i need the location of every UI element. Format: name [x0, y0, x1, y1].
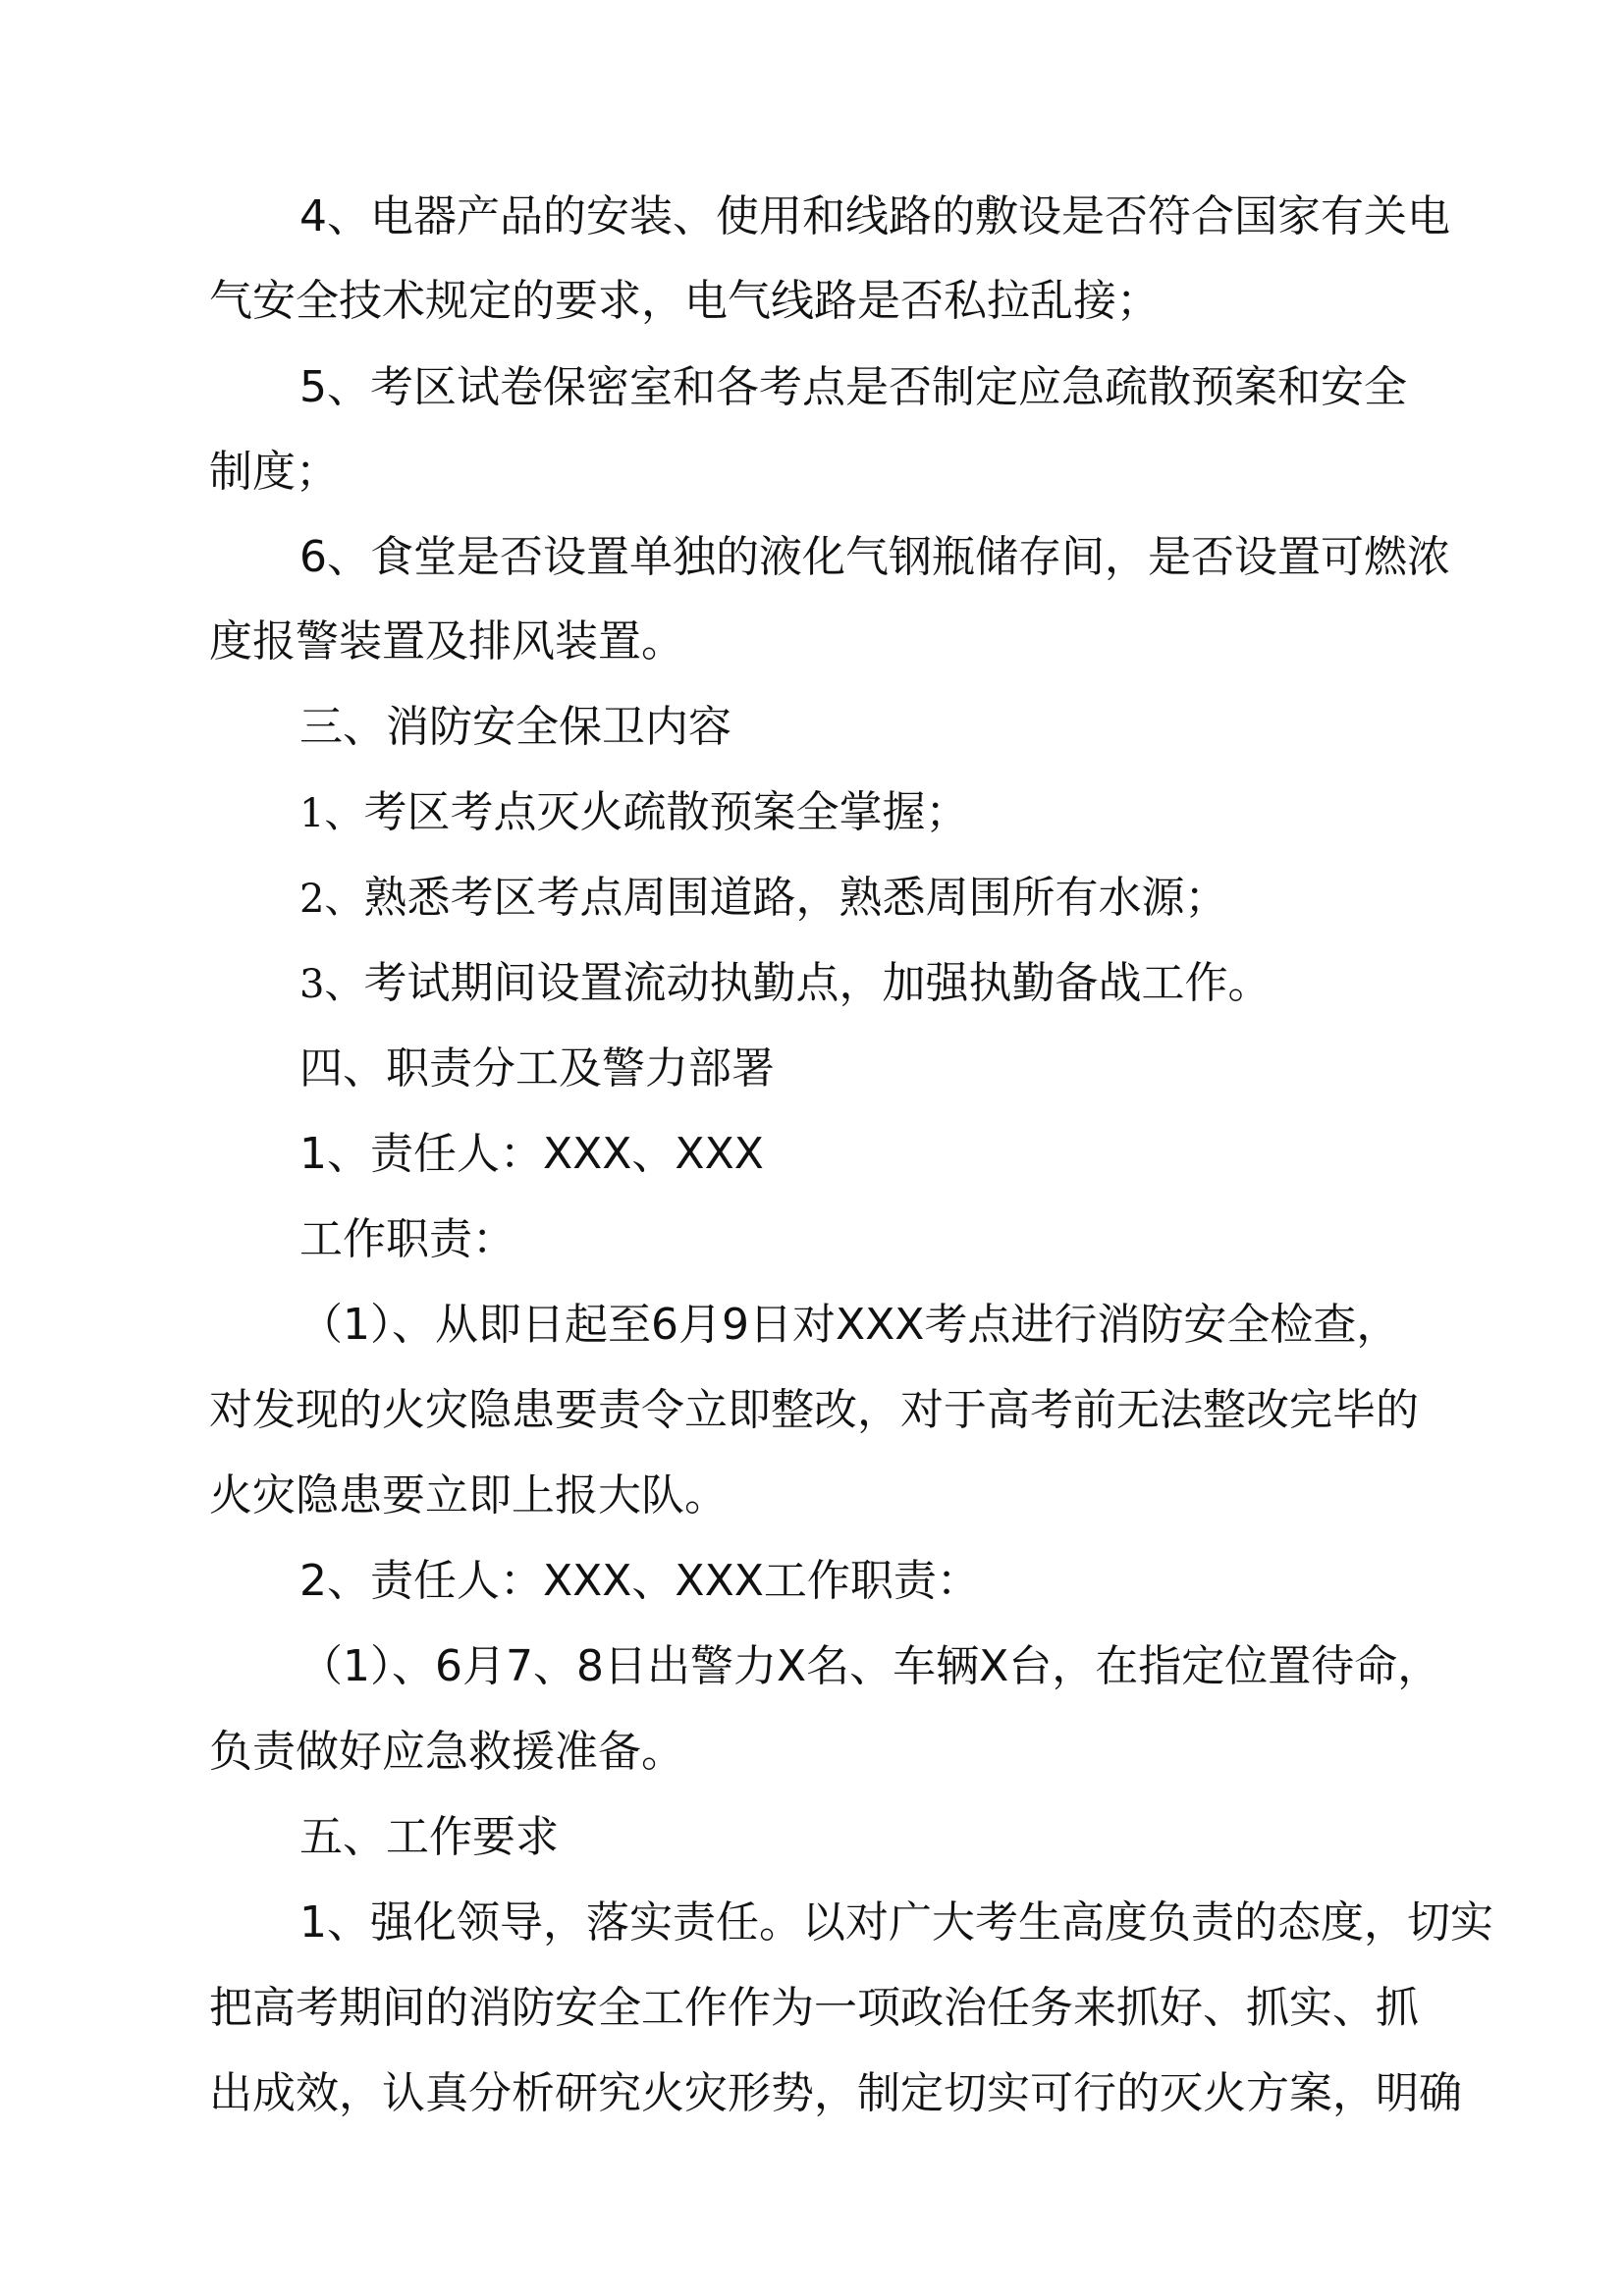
paragraph-line-15: 对发现的火灾隐患要责令立即整改，对于高考前无法整改完毕的 [209, 1385, 1419, 1435]
list-item-1 [299, 778, 968, 847]
paragraph-line-3: 5、考区试卷保密室和各考点是否制定应急疏散预案和安全 [299, 362, 1407, 412]
list-text-3: 考试期间设置流动执勤点，加强执勤备战工作。 [363, 958, 1272, 1008]
paragraph-line-1: 4、电器产品的安装、使用和线路的敷设是否符合国家有关电 [299, 191, 1450, 241]
paragraph-line-6: 度报警装置及排风装置。 [209, 616, 684, 667]
paragraph-line-18: （1）、6月7、8日出警力X名、车辆X台，在指定位置待命， [299, 1641, 1441, 1691]
section-heading-4: 四、职责分工及警力部署 [299, 1043, 775, 1094]
paragraph-line-23: 出成效，认真分析研究火灾形势，制定切实可行的灭火方案，明确 [209, 2068, 1462, 2118]
paragraph-line-21: 1、强化领导，落实责任。以对广大考生高度负责的态度，切实 [299, 1897, 1493, 1948]
list-marker-2: 2、 [299, 877, 364, 922]
section-heading-5: 五、工作要求 [299, 1812, 559, 1862]
paragraph-line-22: 把高考期间的消防安全工作作为一项政治任务来抓好、抓实、抓 [209, 1983, 1419, 2033]
paragraph-line-19: 负责做好应急救援准备。 [209, 1727, 684, 1777]
responsible-person-2: 2、责任人：XXX、XXX工作职责： [299, 1556, 980, 1606]
list-text-2: 熟悉考区考点周围道路，熟悉周围所有水源； [363, 873, 1228, 923]
list-marker-3: 3、 [299, 962, 364, 1007]
paragraph-line-4: 制度； [209, 447, 339, 497]
paragraph-line-14: （1）、从即日起至6月9日对XXX考点进行消防安全检查， [299, 1300, 1400, 1350]
list-item-2 [299, 864, 1227, 933]
duty-label: 工作职责： [299, 1214, 515, 1264]
paragraph-line-2: 气安全技术规定的要求，电气线路是否私拉乱接； [209, 276, 1160, 326]
list-marker-1: 1、 [299, 791, 364, 836]
section-heading-3: 三、消防安全保卫内容 [299, 702, 731, 752]
list-item-3 [299, 949, 1271, 1018]
list-text-1: 考区考点灭火疏散预案全掌握； [363, 787, 969, 837]
paragraph-line-16: 火灾隐患要立即上报大队。 [209, 1470, 728, 1521]
responsible-person-1: 1、责任人：XXX、XXX [299, 1129, 764, 1179]
paragraph-line-5: 6、食堂是否设置单独的液化气钢瓶储存间，是否设置可燃浓 [299, 532, 1450, 582]
